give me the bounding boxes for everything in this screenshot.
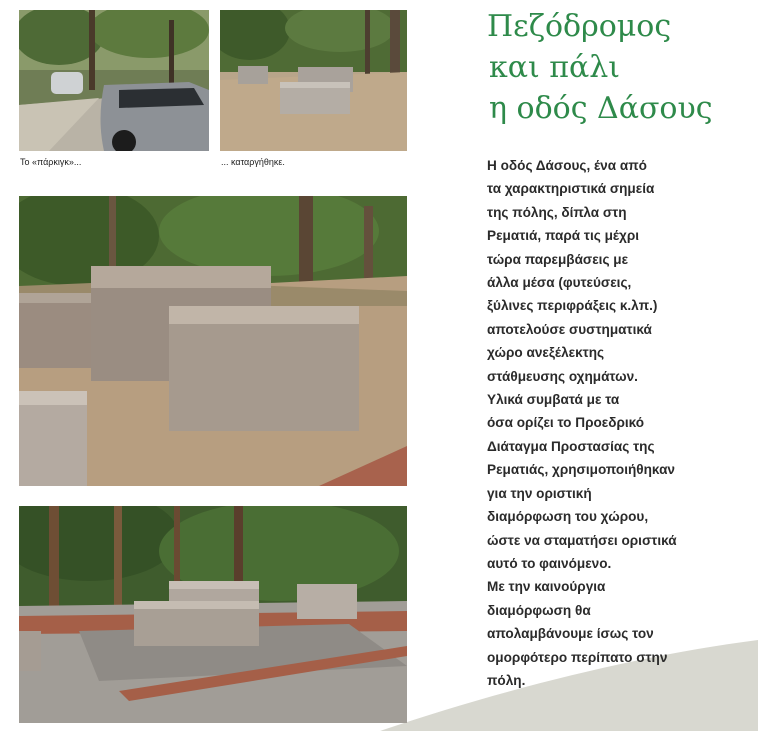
photo-stone-table (19, 196, 407, 486)
body-line: αυτό το φαινόμενο. (487, 555, 612, 571)
title-line-2: και πάλι (489, 50, 621, 85)
body-line: για την οριστική (487, 485, 592, 501)
body-line: όσα ορίζει το Προεδρικό (487, 415, 645, 431)
body-line: ομορφότερο περίπατο στην (487, 649, 668, 665)
title-line-3: η οδός Δάσους (489, 91, 713, 126)
photo-parked-car (19, 10, 209, 151)
body-line: Ρεματιά, παρά τις μέχρι (487, 228, 640, 244)
body-line: χώρο ανεξέλεκτης (487, 345, 605, 361)
body-line: τώρα παρεμβάσεις με (487, 251, 629, 267)
article-body (487, 154, 749, 692)
body-line: Η οδός Δάσους, ένα από (487, 158, 647, 173)
body-line: Με την καινούργια (487, 579, 606, 595)
body-line: Διάταγμα Προστασίας της (487, 438, 655, 454)
body-line: αποτελούσε συστηματικά (487, 321, 652, 337)
body-line: πόλη. (487, 672, 526, 688)
body-line: ώστε να σταματήσει οριστικά (487, 532, 677, 548)
body-line: της πόλης, δίπλα στη (487, 204, 627, 220)
body-line: τα χαρακτηριστικά σημεία (487, 181, 655, 197)
body-line: Υλικά συμβατά με τα (487, 392, 620, 408)
body-line: στάθμευσης οχημάτων. (487, 368, 638, 384)
body-line: διαμόρφωση θα (487, 602, 591, 618)
photo-paved-square (19, 506, 407, 723)
photo-cleared-area (220, 10, 407, 151)
title-line-1: Πεζόδρομος (487, 9, 672, 44)
body-line: ξύλινες περιφράξεις κ.λπ.) (487, 298, 658, 314)
body-line: απολαμβάνουμε ίσως τον (487, 626, 654, 642)
photo-caption-before: Το «πάρκιγκ»... (20, 157, 82, 167)
body-line: Ρεματιάς, χρησιμοποιήθηκαν (487, 462, 675, 478)
body-line: διαμόρφωση του χώρου, (487, 509, 649, 525)
body-line: άλλα μέσα (φυτεύσεις, (487, 275, 632, 291)
article-title (487, 6, 755, 129)
photo-caption-after: ... καταργήθηκε. (221, 157, 285, 167)
